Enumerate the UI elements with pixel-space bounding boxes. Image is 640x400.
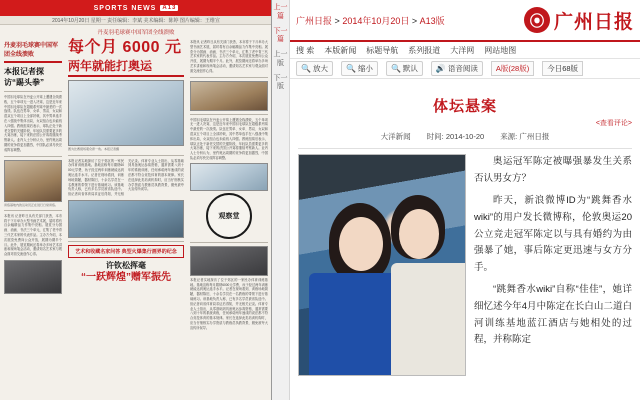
- photo-person-left-face: [339, 217, 383, 271]
- main-headline: 每个月 6000 元: [68, 39, 182, 56]
- divider: [4, 210, 62, 211]
- toolbar: [290, 59, 640, 79]
- today-pages-label[interactable]: 今日68版: [542, 61, 583, 76]
- breadcrumb-paper[interactable]: 广州日报: [296, 15, 333, 26]
- zoom-in-button[interactable]: [296, 61, 333, 76]
- divider: [68, 155, 184, 156]
- reporter-headline: 本报记者探访“踢头拳”: [4, 67, 44, 87]
- nav-prev-page[interactable]: 上一版: [273, 51, 288, 67]
- speech-read-button[interactable]: [431, 61, 483, 76]
- divider: [4, 156, 62, 157]
- newspaper-photo: [190, 81, 268, 111]
- main-nav-bar: [290, 42, 640, 59]
- newspaper-photo: [190, 246, 268, 276]
- column-c-body-2: 中国羽毛球队在丹麦公开赛上遭遇全线溃败，五个单项无一进入决赛，这是近年来中国羽毛球队在超级系列赛中最差的一次战绩。队伍在男单、女单、男双、女双和混双五个项目上全部折戟，其中男单选手在八强战中集体出局，女双组合也未能闯入四强。教练组赛后表示，球队正处于新老交替的关键阶段，年轻队员需要更多的大赛历练，接下来的法国公开赛将继续考察新人。业内人士分析认为，里约奥运周期的竞争将更加激烈，中国队必须尽快完成阵容调整。: [190, 117, 268, 160]
- breadcrumb: [296, 14, 524, 27]
- newspaper-seal: 观察堂: [206, 193, 252, 239]
- nav-item-page-news[interactable]: 本版新闻: [324, 45, 357, 55]
- newspaper-page-preview[interactable]: [0, 0, 272, 400]
- newspaper-photo: [4, 160, 62, 202]
- newspaper-photo: [4, 260, 62, 294]
- article-text: [474, 154, 632, 376]
- masthead-page-badge: A13: [162, 5, 177, 11]
- divider: [298, 148, 632, 149]
- nav-next-page[interactable]: 下一版: [273, 74, 288, 91]
- newspaper-ad-box[interactable]: 艺术和收藏名家问答 典型火爆集行画界的纪念: [68, 245, 184, 258]
- article-meta: [298, 131, 632, 142]
- reader-content: [290, 0, 640, 400]
- article-time-label: 时间:: [426, 132, 444, 141]
- article-source-site: 大洋新闻: [380, 132, 411, 141]
- nav-item-title-index[interactable]: 标题导航: [366, 45, 399, 55]
- sub-headline: 两年就能打奥运: [68, 58, 153, 73]
- breadcrumb-page[interactable]: A13版: [419, 15, 445, 26]
- photo-person-right-face: [399, 209, 439, 259]
- article-time-value: 2014-10-20: [445, 132, 485, 141]
- divider: [68, 241, 184, 242]
- article-from: [500, 131, 549, 142]
- magnifier-minus-icon: 🔍: [345, 64, 356, 73]
- photo-person-right-body: [391, 263, 466, 376]
- side-navigation: [272, 0, 290, 400]
- logo-label: 广州日报: [553, 11, 634, 33]
- column-a-kicker: 丹麦羽毛球赛中国军团全线溃败: [4, 43, 59, 58]
- reader-panel: [272, 0, 640, 400]
- divider: [4, 61, 62, 63]
- photo-caption: 训练基地内的运动员正在进行日常训练。: [4, 202, 59, 207]
- bottom-headline-2: “一跃辉煌”赠军振先: [81, 272, 171, 284]
- nav-prev-article[interactable]: 上一篇: [273, 4, 288, 20]
- magnifier-icon: 🔍: [390, 64, 401, 73]
- nav-item-series[interactable]: 系列报道: [408, 45, 441, 55]
- column-a-body: 中国羽毛球队在丹麦公开赛上遭遇全线溃败，五个单项无一进入决赛，这是近年来中国羽毛球队在超级系列赛中最差的一次战绩。队伍在男单、女单、男双、女双和混双五个项目上全部折戟，其中男单选手在八强战中集体出局，女双组合也未能闯入四强。教练组赛后表示，球队正处于新老交替的关键阶段，年轻队员需要更多的大赛历练，接下来的法国公开赛将继续考察新人。业内人士分析认为，里约奥运周期的竞争将更加激烈，中国队必须尽快完成阵容调整。: [4, 95, 62, 152]
- article-time: [427, 131, 485, 142]
- newspaper-photo: [190, 163, 268, 191]
- article-paragraph-2: 昨天，新浪微博ID为“跳舞香水wiki”的用户发长微博称，伦敦奥运20公立竞走冠军陈定以与具有婚约为由强暴了她，事后陈定更迅速与女方分手。: [474, 195, 632, 273]
- newspaper-masthead: [0, 0, 272, 16]
- column-c-body-3: 本报记者实地探访了位于郊区的一家民办体育训练基地。基地宣称每月缴纳6000元学费，孩子经过两年训练就能达到奥运选手水平。记者在现场看到，训练场地简陋，器材陈旧，十余名学员在一名教练的带领下进行基础练习。该基地负责人称，已有多名学员被省队选中。但记者向省体育局求证后得知，并无相关记录。体育专业人士指出，从零基础到具备奥运参赛资格，通常需要八到十年的系统训练，任何承诺两年速成的说法都不符合竞技体育的基本规律。家长在选择此类培训机构时，应当仔细核实办学资质与教练员执教背景，避免被夸大宣传所误导。: [190, 277, 268, 330]
- breadcrumb-date[interactable]: 2014年10月20日: [342, 15, 410, 26]
- masthead-title: SPORTS NEWS: [93, 4, 157, 12]
- nav-item-dayoo[interactable]: 大洋网: [450, 45, 475, 55]
- newspaper-photo-main: [68, 80, 184, 146]
- speech-read-label: 语音阅读: [447, 64, 478, 73]
- bottom-headline-1: 许钦松挥毫: [106, 260, 146, 270]
- logo-swirl-icon: ⦿: [524, 7, 550, 33]
- nav-item-sitemap[interactable]: 网站地图: [484, 45, 517, 55]
- breadcrumb-separator-1: >: [334, 15, 340, 26]
- article-title: 体坛悬案: [432, 98, 497, 115]
- article-container: [290, 79, 640, 400]
- newspaper-subhead: 丹麦羽毛球赛中国军团全线溃败: [97, 29, 175, 36]
- breadcrumb-separator-2: >: [411, 15, 418, 26]
- divider: [190, 242, 268, 243]
- newspaper-column-right: [188, 38, 270, 398]
- zoom-in-label: 放大: [312, 64, 328, 73]
- zoom-out-button[interactable]: [341, 61, 378, 76]
- article-photo: [298, 154, 466, 376]
- speaker-icon: 🔊: [435, 64, 446, 73]
- column-c-body: 本报讯 记者昨日从有关部门获悉，本市将于下月举办大型书画艺术展，届时将有百余幅精品力作集中亮相。展览分为国画、油画、书法三个单元，汇集了老中青三代艺术家的代表作品。主办方介绍，本次展览免费向公众开放，展期为期半个月。此外，展览期间还将举办多场艺术讲座和现场笔会活动，邀请知名艺术家与观众面对面交流创作心得。: [190, 40, 268, 73]
- divider: [68, 75, 184, 77]
- nav-next-article[interactable]: 下一篇: [273, 27, 288, 44]
- newspaper-dateline: 2014年10月20日 星期一 责任编辑：李斌 美术编辑：陈婷 图片编辑：王维宣: [0, 16, 272, 25]
- magnifier-plus-icon: 🔍: [301, 64, 311, 73]
- divider: [190, 77, 268, 78]
- section-selector[interactable]: [491, 61, 534, 76]
- section-selector-label: A版(28版): [495, 64, 530, 73]
- photo-caption: 图为比赛现场观众席一角。本报记者摄: [68, 147, 120, 152]
- article-paragraph-1: 奥运冠军陈定被曝强暴发生关系否认男女方？: [474, 156, 632, 184]
- zoom-reset-button[interactable]: [386, 61, 423, 76]
- column-a-body-2: 本报讯 记者昨日从有关部门获悉，本市将于下月举办大型书画艺术展，届时将有百余幅精品力作集中亮相。展览分为国画、油画、书法三个单元，汇集了老中青三代艺术家的代表作品。主办方介绍，本次展览免费向公众开放，展期为期半个月。此外，展览期间还将举办多场艺术讲座和现场笔会活动，邀请知名艺术家与观众面对面交流创作心得。: [4, 213, 62, 257]
- view-comments-link[interactable]: <查看评论>: [595, 120, 632, 127]
- article-from-label: 来源:: [500, 132, 518, 141]
- zoom-reset-label: 默认: [402, 64, 418, 73]
- article-body: [298, 154, 632, 376]
- nav-item-search[interactable]: 搜 索: [296, 45, 315, 55]
- column-b-body: 本报记者实地探访了位于郊区的一家民办体育训练基地。基地宣称每月缴纳6000元学费，孩子经过两年训练就能达到奥运选手水平。记者在现场看到，训练场地简陋，器材陈旧，十余名学员在一名教练的带领下进行基础练习。该基地负责人称，已有多名学员被省队选中。但记者向省体育局求证后得知，并无相关记录。体育专业人士指出，从零基础到具备奥运参赛资格，通常需要八到十年的系统训练，任何承诺两年速成的说法都不符合竞技体育的基本规律。家长在选择此类培训机构时，应当仔细核实办学资质与教练员执教背景，避免被夸大宣传所误导。: [68, 158, 184, 197]
- site-logo[interactable]: [524, 7, 634, 34]
- brand-header: [290, 0, 640, 42]
- divider: [4, 91, 62, 92]
- article-from-value: 广州日报: [519, 132, 550, 141]
- newspaper-photo: [68, 200, 184, 238]
- divider: [190, 114, 268, 115]
- newspaper-column-center: [66, 38, 186, 398]
- newspaper-column-left: [2, 38, 64, 398]
- article-paragraph-3: “跳舞香水wiki”自称“佳佳”，她详细忆述今年4月中陈定在长白山二道白河训练基地蓝江酒店与她相处的过程，并称陈定: [474, 284, 632, 346]
- zoom-out-label: 缩小: [357, 64, 373, 73]
